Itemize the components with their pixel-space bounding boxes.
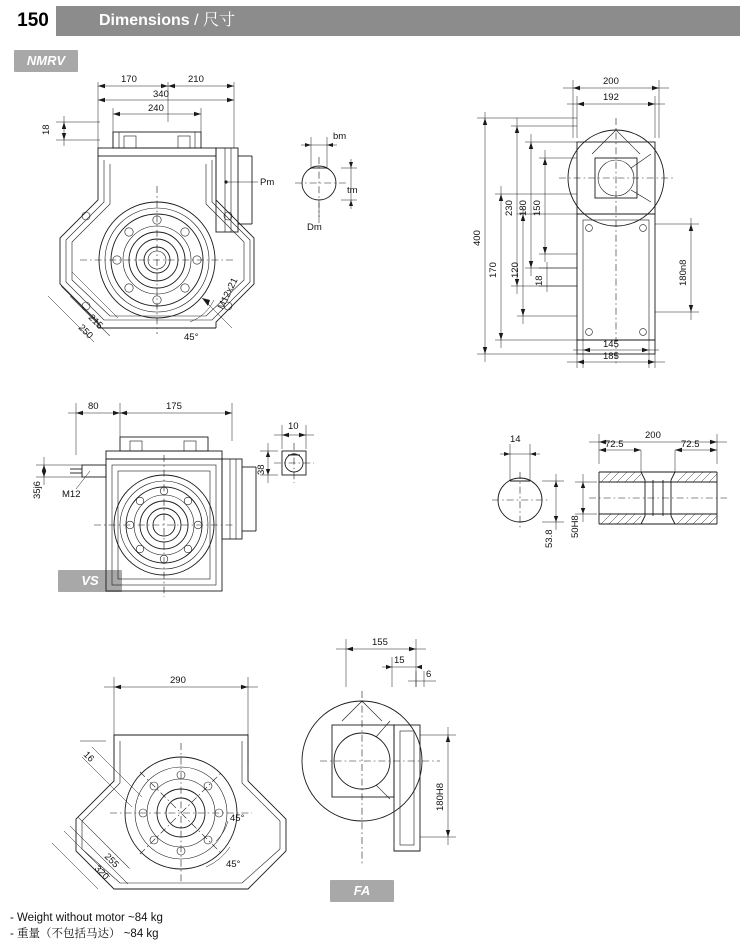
svg-text:250: 250 xyxy=(75,322,95,342)
svg-text:6: 6 xyxy=(426,669,432,680)
svg-text:bm: bm xyxy=(333,131,347,142)
svg-text:290: 290 xyxy=(170,675,186,686)
svg-text:255: 255 xyxy=(101,851,121,871)
svg-text:72.5: 72.5 xyxy=(605,439,624,450)
footer-note-zh: - 重量（不包括马达） ~84 kg xyxy=(10,928,159,940)
svg-text:45°: 45° xyxy=(184,332,199,343)
header-separator: / xyxy=(194,12,199,29)
svg-text:45°: 45° xyxy=(226,859,241,870)
svg-text:210: 210 xyxy=(188,74,204,85)
drawing-vs-front xyxy=(20,385,320,610)
svg-text:15: 15 xyxy=(394,655,405,666)
svg-text:14: 14 xyxy=(510,434,521,445)
svg-text:145: 145 xyxy=(603,339,619,350)
drawing-vs-shaft-detail xyxy=(480,430,570,560)
drawing-fa-side xyxy=(290,625,490,885)
label-vs: VS xyxy=(58,570,122,592)
drawing-fa-front xyxy=(30,655,320,890)
drawing-nmrv-front xyxy=(20,60,290,370)
svg-text:10: 10 xyxy=(288,421,299,432)
svg-text:215: 215 xyxy=(85,312,105,332)
svg-text:18: 18 xyxy=(41,124,52,135)
svg-text:38: 38 xyxy=(256,464,267,475)
header-title-bar xyxy=(56,6,740,36)
svg-text:155: 155 xyxy=(372,637,388,648)
svg-text:Pm: Pm xyxy=(260,177,275,188)
svg-text:400: 400 xyxy=(472,230,483,246)
svg-text:Dm: Dm xyxy=(307,222,322,233)
svg-text:175: 175 xyxy=(166,401,182,412)
svg-text:192: 192 xyxy=(603,92,619,103)
label-nmrv: NMRV xyxy=(14,50,78,72)
svg-text:M12x21: M12x21 xyxy=(215,276,241,312)
svg-text:180n8: 180n8 xyxy=(678,259,689,286)
svg-text:180H8: 180H8 xyxy=(435,783,446,811)
svg-text:72.5: 72.5 xyxy=(681,439,700,450)
svg-text:200: 200 xyxy=(603,76,619,87)
header-title-en: Dimensions xyxy=(99,12,190,29)
page-number: 150 xyxy=(10,6,56,36)
svg-text:150: 150 xyxy=(532,200,543,216)
svg-text:50H8: 50H8 xyxy=(570,515,581,538)
svg-text:80: 80 xyxy=(88,401,99,412)
drawing-nmrv-side xyxy=(455,68,735,368)
footer-notes xyxy=(10,910,163,942)
svg-text:170: 170 xyxy=(488,262,499,278)
svg-text:180: 180 xyxy=(518,200,529,216)
svg-text:340: 340 xyxy=(153,89,169,100)
svg-text:53.8: 53.8 xyxy=(544,529,555,548)
svg-text:170: 170 xyxy=(121,74,137,85)
label-fa: FA xyxy=(330,880,394,902)
svg-text:320: 320 xyxy=(91,863,111,883)
header-title-zh: 尺寸 xyxy=(203,12,236,29)
drawing-nmrv-shaft-detail xyxy=(285,125,365,235)
footer-note-en: - Weight without motor ~84 kg xyxy=(10,912,163,924)
svg-text:120: 120 xyxy=(510,262,521,278)
drawing-vs-hollow-shaft-section xyxy=(570,420,735,555)
page-header xyxy=(10,6,740,36)
svg-text:35j6: 35j6 xyxy=(32,481,43,499)
svg-text:M12: M12 xyxy=(62,489,81,500)
svg-text:45°: 45° xyxy=(230,813,245,824)
svg-text:200: 200 xyxy=(645,430,661,441)
svg-text:230: 230 xyxy=(504,200,515,216)
svg-text:185: 185 xyxy=(603,351,619,362)
svg-text:16: 16 xyxy=(80,749,97,765)
svg-text:18: 18 xyxy=(534,275,545,286)
svg-text:240: 240 xyxy=(148,103,164,114)
svg-text:tm: tm xyxy=(347,185,358,196)
